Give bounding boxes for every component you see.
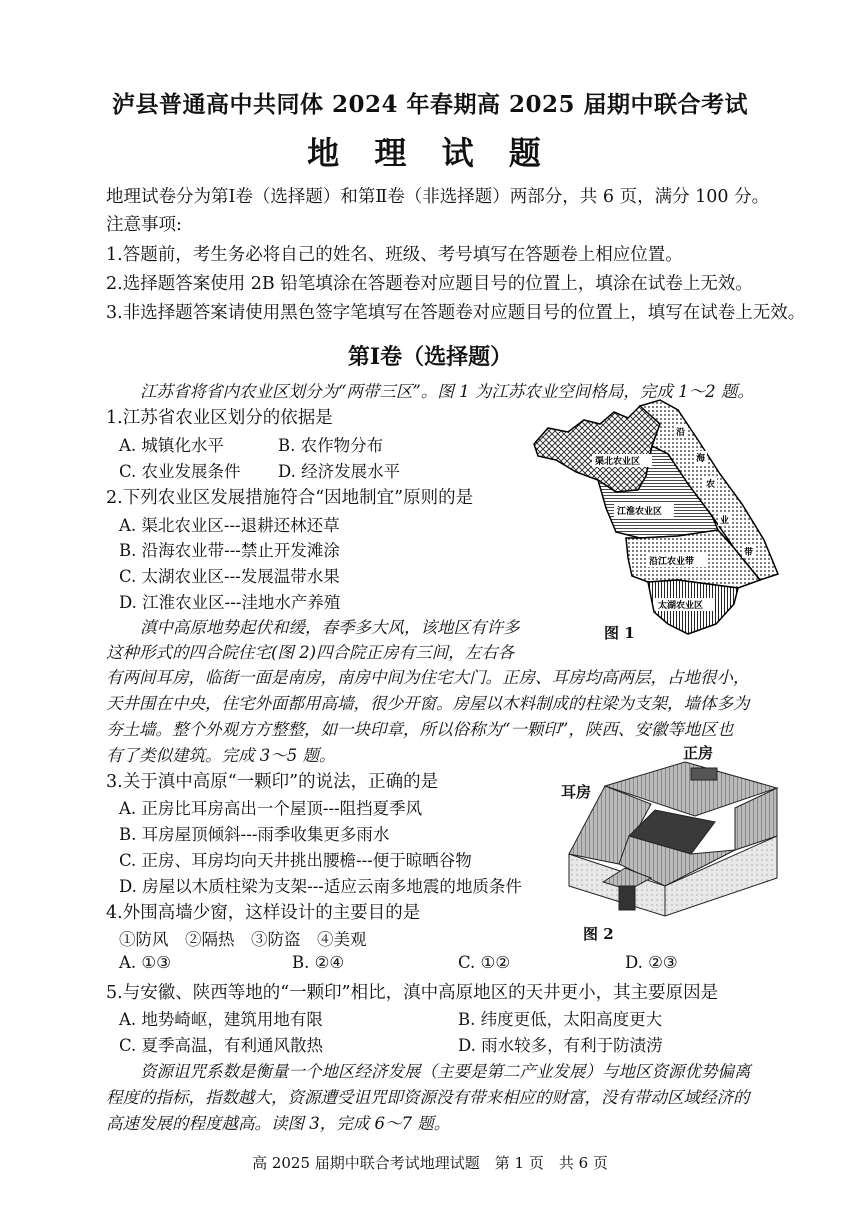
- question-4-option-b: B. ②④: [292, 953, 345, 972]
- section-title: 第Ⅰ卷（选择题）: [347, 344, 513, 370]
- subject-title: 地 理 试 题: [307, 134, 553, 172]
- passage-2: 滇中高原地势起伏和缓，春季多大风，该地区有许多: [140, 618, 520, 637]
- note-item: 3.非选择题答案请使用黑色签字笔填写在答题卷对应题目号的位置上，填写在试卷上无效。: [106, 303, 806, 323]
- page-footer: 高 2025 届期中联合考试地理试题 第 1 页 共 6 页: [252, 1154, 608, 1172]
- figure-2-caption: 图 2: [583, 925, 614, 943]
- passage-3: 资源诅咒系数是衡量一个地区经济发展（主要是第二产业发展）与地区资源优势偏离: [140, 1062, 751, 1081]
- question-4-option-c: C. ①②: [458, 953, 511, 972]
- map-label-coast: 沿: [676, 428, 686, 438]
- passage-2: 有了类似建筑。完成 3～5 题。: [106, 746, 336, 765]
- passage-3: 程度的指标，指数越大，资源遭受诅咒即资源没有带来相应的财富，没有带动区域经济的: [106, 1088, 750, 1107]
- map-label-jianghuai: 江淮农业区: [617, 507, 663, 517]
- passage-2: 这种形式的四合院住宅(图 2)四合院正房有三间，左右各: [106, 643, 515, 662]
- exam-title: 泸县普通高中共同体 2024 年春期高 2025 届期中联合考试: [111, 91, 749, 118]
- question-2-option-b: B. 沿海农业带---禁止开发滩涂: [119, 541, 340, 560]
- question-1-option-b: B. 农作物分布: [278, 436, 384, 455]
- question-4-stem: 4.外围高墙少窗，这样设计的主要目的是: [106, 903, 421, 923]
- label-zhengfang: 正房: [683, 744, 714, 762]
- intro-text: 地理试卷分为第Ⅰ卷（选择题）和第Ⅱ卷（非选择题）两部分，共 6 页，满分 100 分。: [106, 187, 770, 207]
- jiangsu-agriculture-map: [528, 398, 780, 638]
- question-1-option-a: A. 城镇化水平: [119, 436, 224, 455]
- question-2-option-c: C. 太湖农业区---发展温带水果: [119, 567, 340, 586]
- courtyard-house-illustration: [565, 758, 780, 918]
- label-erfang: 耳房: [561, 783, 592, 801]
- question-4-choices: ①防风 ②隔热 ③防盗 ④美观: [119, 930, 367, 949]
- map-label-yanjiang: 沿江农业带: [649, 557, 695, 567]
- question-2-option-d: D. 江淮农业区---洼地水产养殖: [119, 593, 341, 612]
- passage-2: 有两间耳房，临街一面是南房，南房中间为住宅大门。正房、耳房均高两层，占地很小，: [106, 668, 750, 687]
- question-2-option-a: A. 渠北农业区---退耕还林还草: [119, 516, 340, 535]
- question-4-option-a: A. ①③: [119, 953, 171, 972]
- question-1-option-c: C. 农业发展条件: [119, 462, 241, 481]
- note-item: 2.选择题答案使用 2B 铅笔填涂在答题卷对应题目号的位置上，填涂在试卷上无效。: [106, 274, 753, 294]
- notes-heading: 注意事项:: [106, 215, 182, 235]
- passage-2: 天井围在中央，住宅外面都用高墙，很少开窗。房屋以木料制成的柱梁为支架，墙体多为: [106, 694, 750, 713]
- question-3-stem: 3.关于滇中高原“一颗印”的说法，正确的是: [106, 772, 439, 792]
- map-label-taihu: 太湖农业区: [658, 601, 704, 611]
- question-4-option-d: D. ②③: [625, 953, 678, 972]
- question-5-option-b: B. 纬度更低，太阳高度更大: [458, 1010, 663, 1029]
- map-label-coast: 海: [696, 454, 706, 464]
- question-5-option-c: C. 夏季高温，有利通风散热: [119, 1036, 324, 1055]
- question-3-option-c: C. 正房、耳房均向天井挑出腰檐---便于晾晒谷物: [119, 851, 472, 870]
- map-label-coast: 农: [706, 480, 716, 490]
- question-1-option-d: D. 经济发展水平: [278, 462, 401, 481]
- passage-1: 江苏省将省内农业区划分为“两带三区”。图 1 为江苏农业空间格局，完成 1～2 题。: [140, 382, 754, 401]
- note-item: 1.答题前，考生务必将自己的姓名、班级、考号填写在答题卷上相应位置。: [106, 245, 683, 265]
- figure-1-caption: 图 1: [604, 624, 635, 642]
- question-3-option-b: B. 耳房屋顶倾斜---雨季收集更多雨水: [119, 825, 390, 844]
- question-1-stem: 1.江苏省农业区划分的依据是: [106, 408, 333, 428]
- map-label-coast: 带: [744, 548, 754, 558]
- question-5-option-a: A. 地势崎岖，建筑用地有限: [119, 1010, 323, 1029]
- passage-3: 高速发展的程度越高。读图 3，完成 6～7 题。: [106, 1114, 451, 1133]
- passage-2: 夯土墙。整个外观方方整整，如一块印章，所以俗称为“一颗印”，陕西、安徽等地区也: [106, 720, 734, 739]
- question-2-stem: 2.下列农业区发展措施符合“因地制宜”原则的是: [106, 488, 474, 508]
- question-3-option-d: D. 房屋以木质柱梁为支架---适应云南多地震的地质条件: [119, 877, 522, 896]
- question-5-stem: 5.与安徽、陕西等地的“一颗印”相比，滇中高原地区的天井更小，其主要原因是: [106, 983, 719, 1003]
- question-3-option-a: A. 正房比耳房高出一个屋顶---阻挡夏季风: [119, 799, 423, 818]
- question-5-option-d: D. 雨水较多，有利于防渍涝: [458, 1036, 663, 1055]
- map-label-coast: 业: [720, 516, 730, 526]
- map-label-qubei: 渠北农业区: [595, 457, 641, 467]
